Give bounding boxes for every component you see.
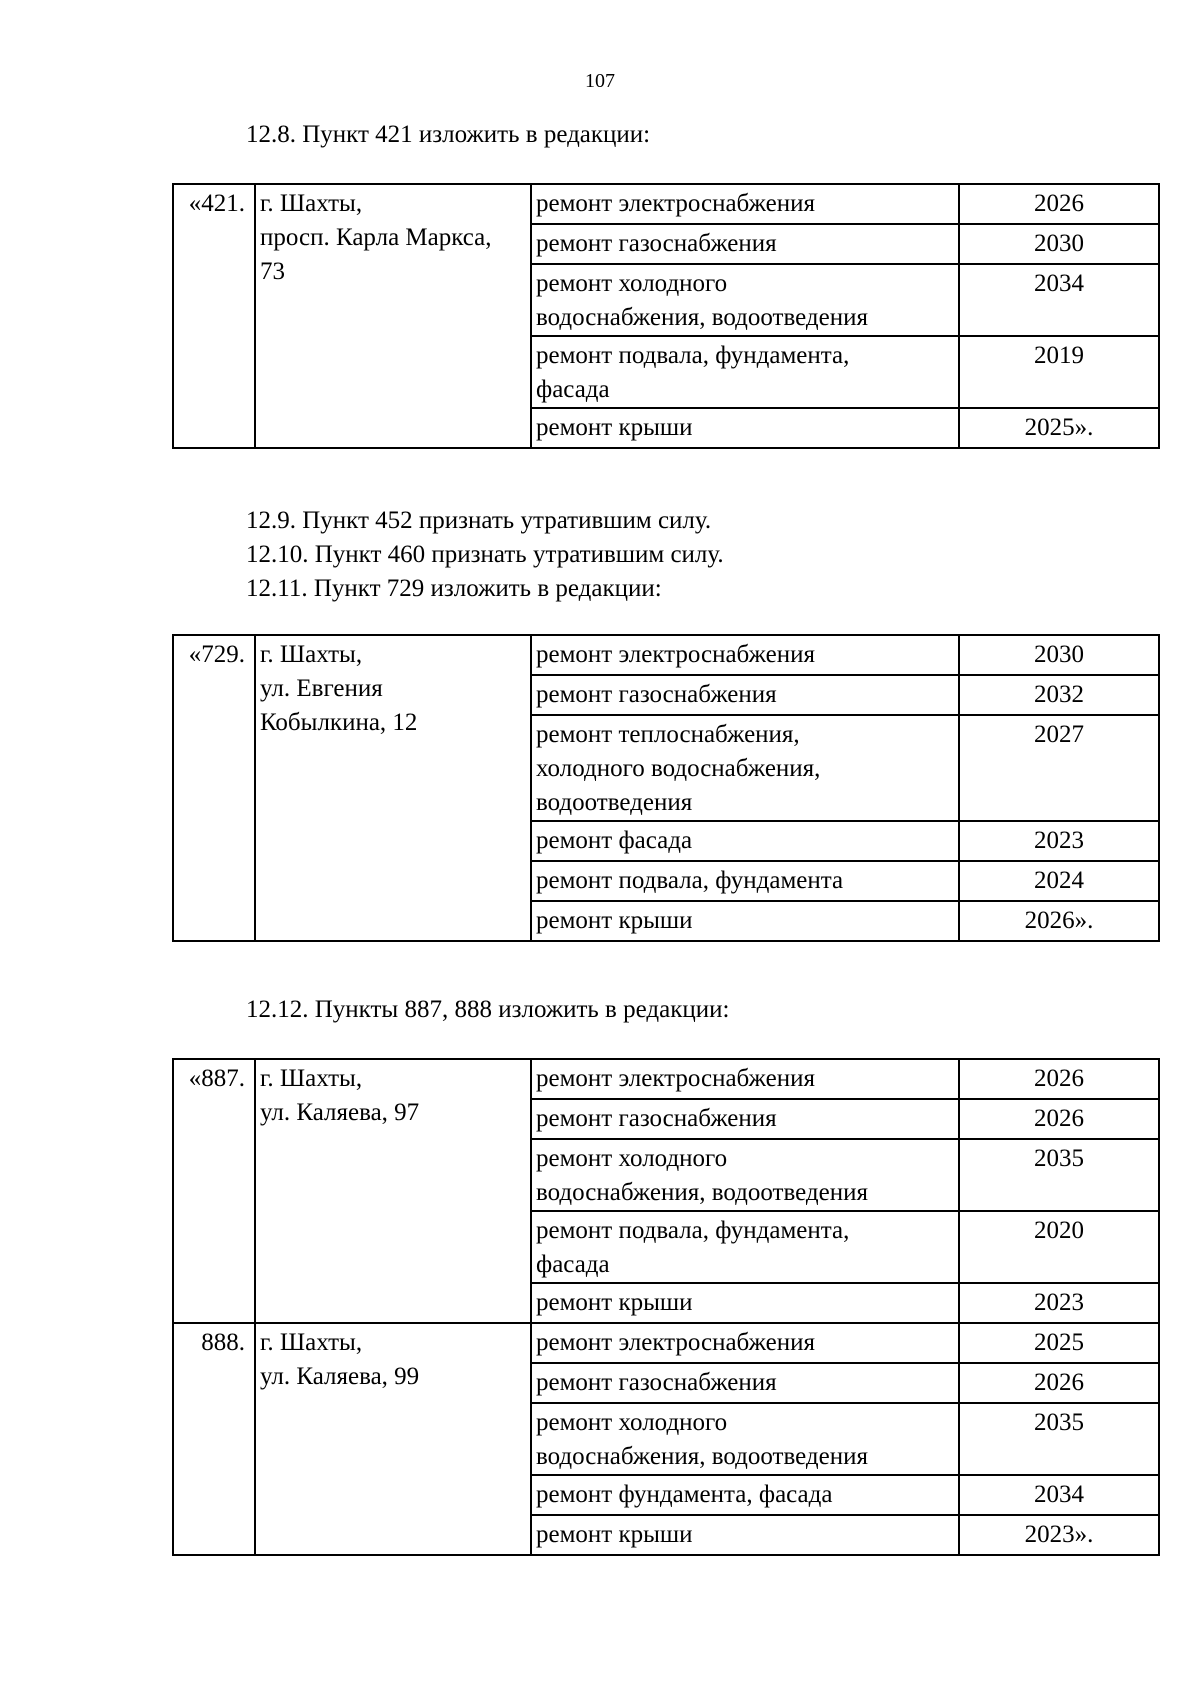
work-type-cell	[531, 1283, 959, 1323]
work-type-line: ремонт подвала, фундамента,	[536, 342, 850, 369]
work-type-line: ремонт крыши	[536, 414, 693, 441]
paragraph-12-10: 12.10. Пункт 460 признать утратившим силу.	[246, 541, 724, 568]
table-row	[173, 184, 1159, 224]
work-type-line: ремонт холодного	[536, 270, 728, 297]
year-cell: 2032	[959, 675, 1159, 715]
work-type-line: фасада	[536, 1251, 610, 1278]
work-type-line: ремонт крыши	[536, 907, 693, 934]
schedule-table-421	[172, 183, 1160, 449]
address-line: 73	[260, 258, 285, 285]
address-line: г. Шахты,	[260, 1329, 363, 1356]
schedule-table-729	[172, 634, 1160, 942]
work-type-line: ремонт электроснабжения	[536, 1065, 815, 1092]
work-type-cell	[531, 635, 959, 675]
paragraph-12-9: 12.9. Пункт 452 признать утратившим силу.	[246, 507, 712, 534]
year-cell: 2023».	[959, 1515, 1159, 1555]
work-type-line: ремонт холодного	[536, 1145, 728, 1172]
work-type-line: ремонт подвала, фундамента	[536, 867, 844, 894]
work-type-line: ремонт электроснабжения	[536, 190, 815, 217]
year-cell: 2026	[959, 184, 1159, 224]
work-type-line: водоотведения	[536, 789, 693, 816]
work-type-cell	[531, 1363, 959, 1403]
work-type-line: ремонт газоснабжения	[536, 1369, 777, 1396]
address-line: ул. Евгения	[260, 675, 383, 702]
schedule-table-887-888	[172, 1058, 1160, 1556]
table-row	[173, 1059, 1159, 1099]
work-type-cell	[531, 675, 959, 715]
item-number: «729.	[173, 635, 255, 941]
year-cell: 2020	[959, 1211, 1159, 1283]
work-type-line: ремонт фундамента, фасада	[536, 1481, 833, 1508]
work-type-cell	[531, 1099, 959, 1139]
work-type-line: ремонт электроснабжения	[536, 1329, 815, 1356]
work-type-line: ремонт газоснабжения	[536, 1105, 777, 1132]
year-cell: 2035	[959, 1403, 1159, 1475]
paragraph-12-11: 12.11. Пункт 729 изложить в редакции:	[246, 575, 662, 602]
address-line: Кобылкина, 12	[260, 709, 418, 736]
item-number: «887.	[173, 1059, 255, 1323]
work-type-line: ремонт фасада	[536, 827, 693, 854]
work-type-line: фасада	[536, 376, 610, 403]
work-type-cell	[531, 1403, 959, 1475]
work-type-cell	[531, 715, 959, 821]
year-cell: 2019	[959, 336, 1159, 408]
year-cell: 2023	[959, 821, 1159, 861]
address-cell	[255, 1323, 531, 1555]
work-type-line: водоснабжения, водоотведения	[536, 1443, 868, 1470]
year-cell: 2030	[959, 635, 1159, 675]
work-type-line: ремонт подвала, фундамента,	[536, 1217, 850, 1244]
year-cell: 2026	[959, 1099, 1159, 1139]
year-cell: 2027	[959, 715, 1159, 821]
page-number: 107	[585, 70, 615, 92]
work-type-line: ремонт газоснабжения	[536, 230, 777, 257]
work-type-cell	[531, 264, 959, 336]
item-number: 888.	[173, 1323, 255, 1555]
address-cell	[255, 635, 531, 941]
year-cell: 2026	[959, 1363, 1159, 1403]
work-type-cell	[531, 1139, 959, 1211]
year-cell: 2024	[959, 861, 1159, 901]
address-line: ул. Каляева, 97	[260, 1099, 420, 1126]
address-line: г. Шахты,	[260, 1065, 363, 1092]
work-type-line: ремонт теплоснабжения,	[536, 721, 800, 748]
work-type-line: ремонт крыши	[536, 1289, 693, 1316]
address-cell	[255, 184, 531, 448]
year-cell: 2035	[959, 1139, 1159, 1211]
address-line: г. Шахты,	[260, 641, 363, 668]
work-type-line: ремонт крыши	[536, 1521, 693, 1548]
address-cell	[255, 1059, 531, 1323]
work-type-cell	[531, 336, 959, 408]
work-type-line: водоснабжения, водоотведения	[536, 304, 868, 331]
work-type-cell	[531, 861, 959, 901]
table-row	[173, 1323, 1159, 1363]
work-type-line: ремонт электроснабжения	[536, 641, 815, 668]
paragraph-12-12: 12.12. Пункты 887, 888 изложить в редакции:	[246, 996, 730, 1023]
work-type-cell	[531, 1211, 959, 1283]
work-type-line: холодного водоснабжения,	[536, 755, 821, 782]
year-cell: 2025	[959, 1323, 1159, 1363]
work-type-line: водоснабжения, водоотведения	[536, 1179, 868, 1206]
year-cell: 2034	[959, 1475, 1159, 1515]
work-type-cell	[531, 821, 959, 861]
table-row	[173, 635, 1159, 675]
year-cell: 2026».	[959, 901, 1159, 941]
year-cell: 2030	[959, 224, 1159, 264]
work-type-cell	[531, 1059, 959, 1099]
paragraph-12-8: 12.8. Пункт 421 изложить в редакции:	[246, 121, 651, 148]
work-type-cell	[531, 1323, 959, 1363]
year-cell: 2034	[959, 264, 1159, 336]
work-type-cell	[531, 1515, 959, 1555]
work-type-cell	[531, 224, 959, 264]
item-number: «421.	[173, 184, 255, 448]
year-cell: 2026	[959, 1059, 1159, 1099]
work-type-cell	[531, 408, 959, 448]
year-cell: 2025».	[959, 408, 1159, 448]
address-line: г. Шахты,	[260, 190, 363, 217]
year-cell: 2023	[959, 1283, 1159, 1323]
work-type-cell	[531, 184, 959, 224]
work-type-line: ремонт газоснабжения	[536, 681, 777, 708]
address-line: просп. Карла Маркса,	[260, 224, 492, 251]
work-type-cell	[531, 901, 959, 941]
work-type-line: ремонт холодного	[536, 1409, 728, 1436]
address-line: ул. Каляева, 99	[260, 1363, 420, 1390]
work-type-cell	[531, 1475, 959, 1515]
